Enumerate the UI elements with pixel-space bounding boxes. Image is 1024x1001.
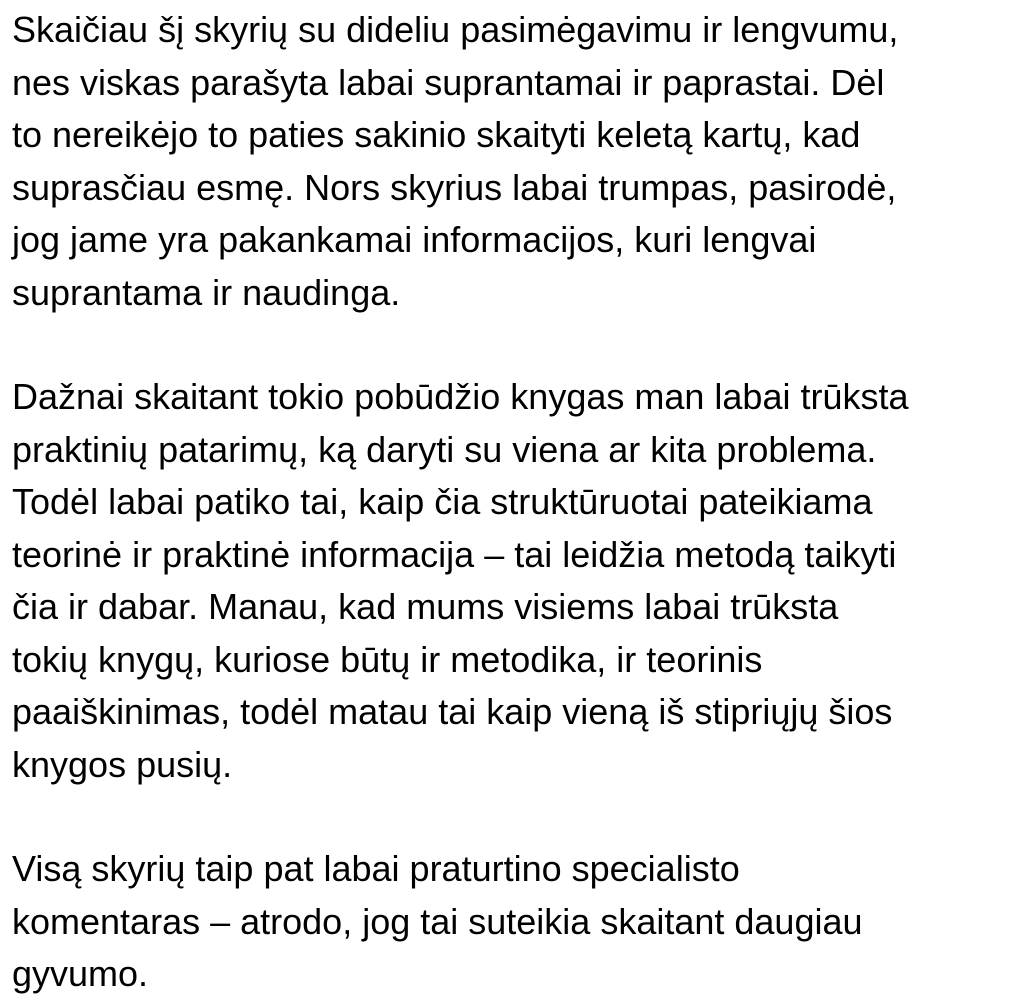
text-line: nes viskas parašyta labai suprantamai ir paprastai. Dėl (12, 61, 885, 103)
text-line: to nereikėjo to paties sakinio skaityti keletą kartų, kad (12, 114, 861, 155)
text-line: čia ir dabar. Manau, kad mums visiems labai trūksta (12, 586, 839, 627)
document-body (12, 4, 1022, 1001)
text-line: suprasčiau esmę. Nors skyrius labai trumpas, pasirodė, (12, 166, 897, 208)
text-line: tokių knygų, kuriose būtų ir metodika, ir teorinis (12, 638, 763, 680)
text-line: knygos pusių. (12, 743, 233, 785)
text-line: jog jame yra pakankamai informacijos, kuri lengvai (12, 219, 817, 260)
text-line: paaiškinimas, todėl matau tai kaip vieną iš stipriųjų šios (12, 691, 893, 732)
paragraph-2 (12, 371, 1022, 791)
text-line: Visą skyrių taip pat labai praturtino specialisto (12, 848, 740, 889)
text-line: Todėl labai patiko tai, kaip čia struktūruotai pateikiama (12, 481, 873, 522)
text-line: komentaras – atrodo, jog tai suteikia skaitant daugiau (12, 900, 863, 942)
paragraph-1 (12, 4, 1022, 319)
text-line: praktinių patarimų, ką daryti su viena ar kita problema. (12, 428, 877, 470)
text-line: gyvumo. (12, 953, 149, 994)
text-line: Dažnai skaitant tokio pobūdžio knygas man labai trūksta (12, 376, 909, 417)
paragraph-3 (12, 843, 1022, 1001)
text-line: teorinė ir praktinė informacija – tai leidžia metodą taikyti (12, 533, 897, 575)
text-line: Skaičiau šį skyrių su dideliu pasimėgavimu ir lengvumu, (12, 9, 899, 50)
text-line: suprantama ir naudinga. (12, 271, 401, 313)
